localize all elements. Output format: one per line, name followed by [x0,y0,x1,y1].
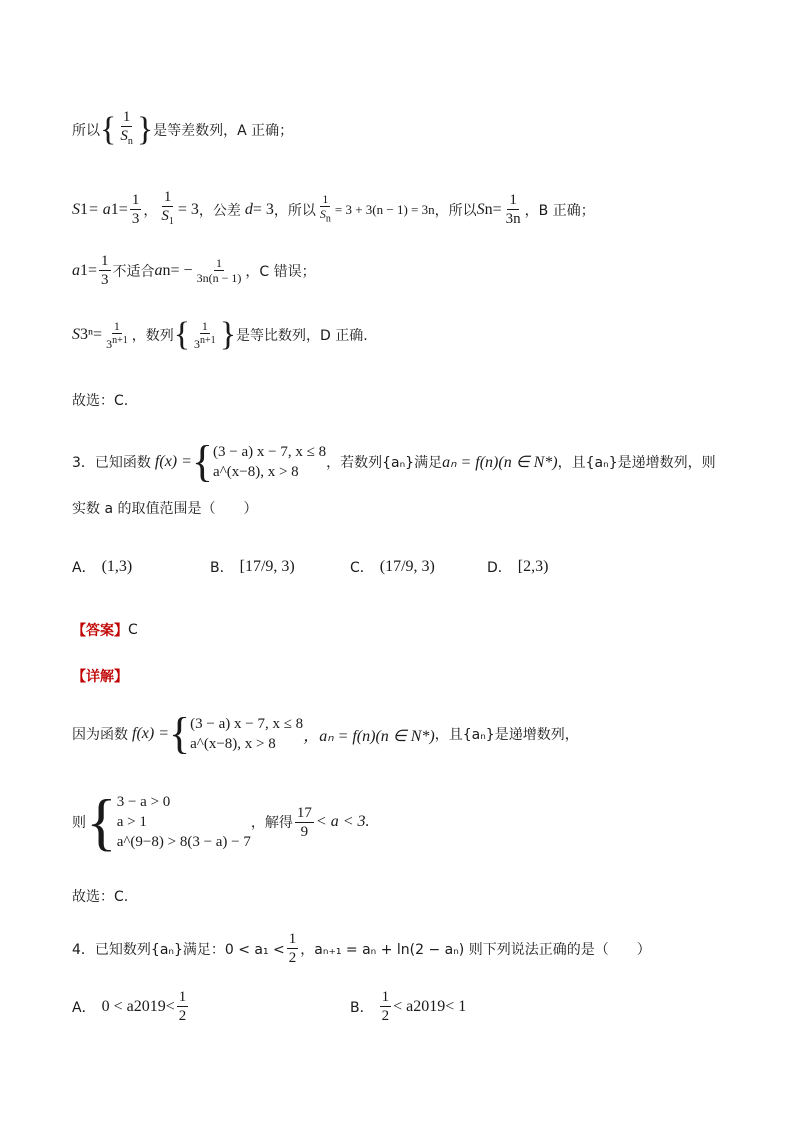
line-3: a 1 = $\frac{1}{3}$ 不适合 a n = − $\frac{1}{3n(n - 1)}$ ，C 错误； [72,253,316,288]
q4-option-b[interactable]: B． $\frac{1}{2}$ < a 2019 < 1 [350,989,467,1024]
line-1: 所以 { $\frac{1}{S_n}$ } 是等差数列，A 正确； [72,108,293,151]
detail-heading: 【详解】 [72,669,128,685]
line-2: S 1 = a 1 = $\frac{1}{3}$ ， $\frac{1}{S_1}$ = 3 ，公差 d = 3 ，所以 $\frac{1}{S_n}$ = 3 + 3(n − 1) = 3n ，所以 S n = $\frac{1}{3n}$ ，B 正确； [72,189,595,227]
option-d[interactable]: D． [2,3) [487,558,549,576]
fraction: $\frac{1}{S_n}$ [120,109,133,147]
line-5: 故选：C. [72,393,129,409]
option-b[interactable]: B． [17/9, 3) [210,558,295,576]
question-3: 3．已知函数 f(x) = { (3 − a) x − 7, x ≤ 8 a^(x−8), x > 8 ，若数列{aₙ}满足 aₙ = f(n)(n ∈ N*) ，且{aₙ}是递增数列，则 [72,437,716,486]
detail-line-1: 因为函数 f(x) = { (3 − a) x − 7, x ≤ 8 a^(x−8), x > 8 ，aₙ = f(n)(n ∈ N*) ，且{aₙ}是递增数列， [72,709,579,758]
option-a[interactable]: A． (1,3) [72,558,133,576]
question-4: 4．已知数列{aₙ}满足：0 < a₁ < $\frac{1}{2}$ ，aₙ₊₁ = aₙ + ln(2 − aₙ) 则下列说法正确的是（ ） [72,931,651,966]
line-4: S 3ⁿ = $\frac{1}{3^{n+1}}$ ，数列 { $\frac{1}{3^{n+1}}$ } 是等比数列，D 正确. [72,316,368,353]
left-brace: { [100,110,117,148]
detail-line-2: 则 { 3 − a > 0 a > 1 a^(9−8) > 8(3 − a) − 7 ，解得 $\frac{17}{9}$ < a < 3. [72,786,370,857]
answer: 【答案】 C [72,622,138,639]
detail-line-3: 故选：C. [72,889,129,905]
option-c[interactable]: C． (17/9, 3) [350,558,435,576]
right-brace: } [136,110,154,148]
question-3-line2: 实数 a 的取值范围是（ ） [72,501,258,517]
piecewise: { (3 − a) x − 7, x ≤ 8 a^(x−8), x > 8 [191,437,327,486]
q4-option-a[interactable]: A． 0 < a 2019 < $\frac{1}{2}$ [72,989,187,1024]
